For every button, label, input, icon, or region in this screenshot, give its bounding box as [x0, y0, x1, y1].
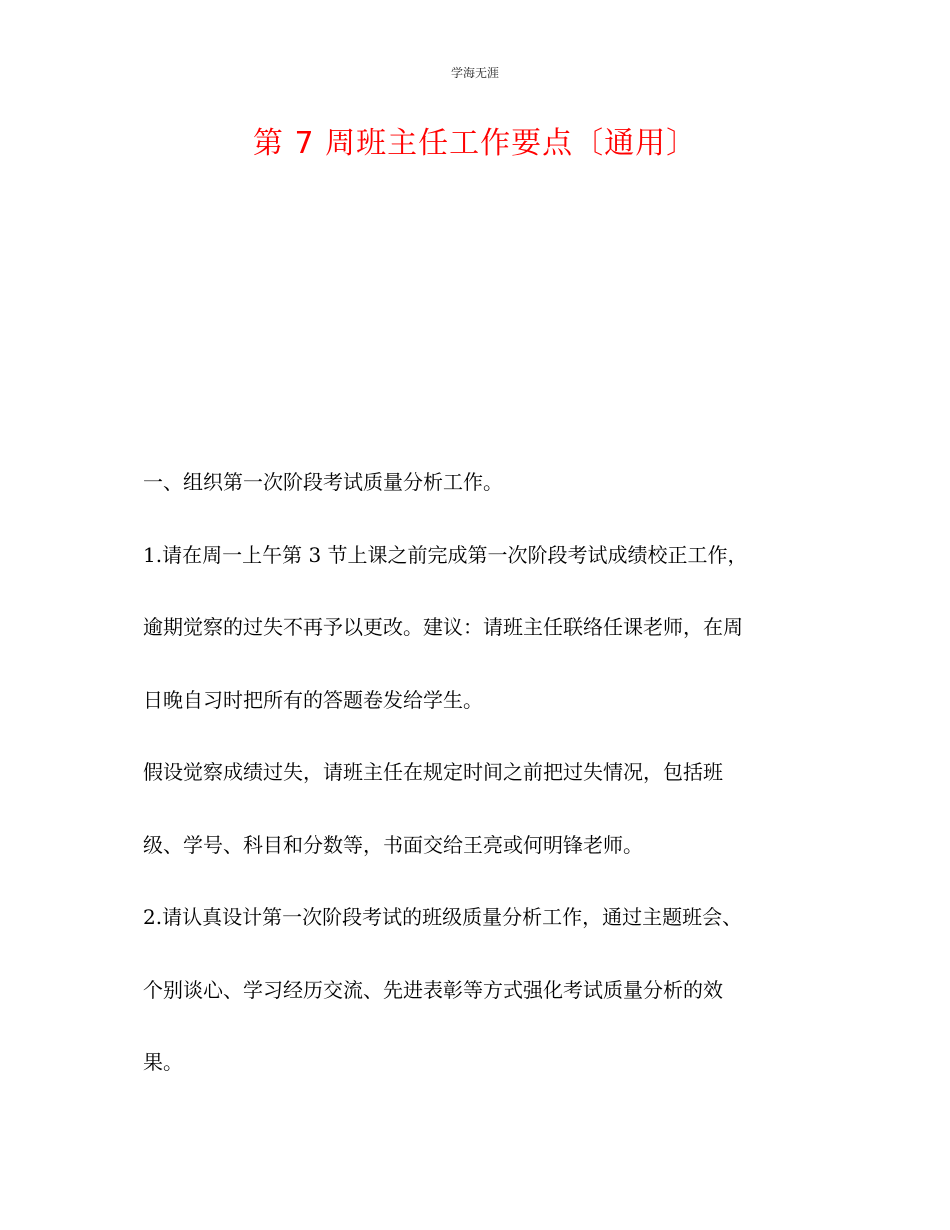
body-line: 一、组织第一次阶段考试质量分析工作。 — [143, 470, 503, 494]
document-title: 第 7 周班主任工作要点〔通用〕 — [252, 126, 698, 161]
body-line: 逾期觉察的过失不再予以更改。建议：请班主任联络任课老师，在周 — [143, 615, 743, 639]
body-line: 2.请认真设计第一次阶段考试的班级质量分析工作，通过主题班会、 — [143, 905, 743, 929]
body-line: 1.请在周一上午第 3 节上课之前完成第一次阶段考试成绩校正工作， — [143, 542, 748, 567]
body-line: 个别谈心、学习经历交流、先进表彰等方式强化考试质量分析的效 — [143, 977, 723, 1002]
body-line: 级、学号、科目和分数等，书面交给王亮或何明锋老师。 — [143, 832, 643, 857]
document-body — [143, 462, 808, 1115]
body-line: 假设觉察成绩过失，请班主任在规定时间之前把过失情况，包括班 — [143, 760, 723, 784]
body-line: 果。 — [143, 1050, 183, 1074]
body-line: 日晚自习时把所有的答题卷发给学生。 — [143, 687, 483, 712]
page-header: 学海无涯 — [450, 66, 499, 80]
